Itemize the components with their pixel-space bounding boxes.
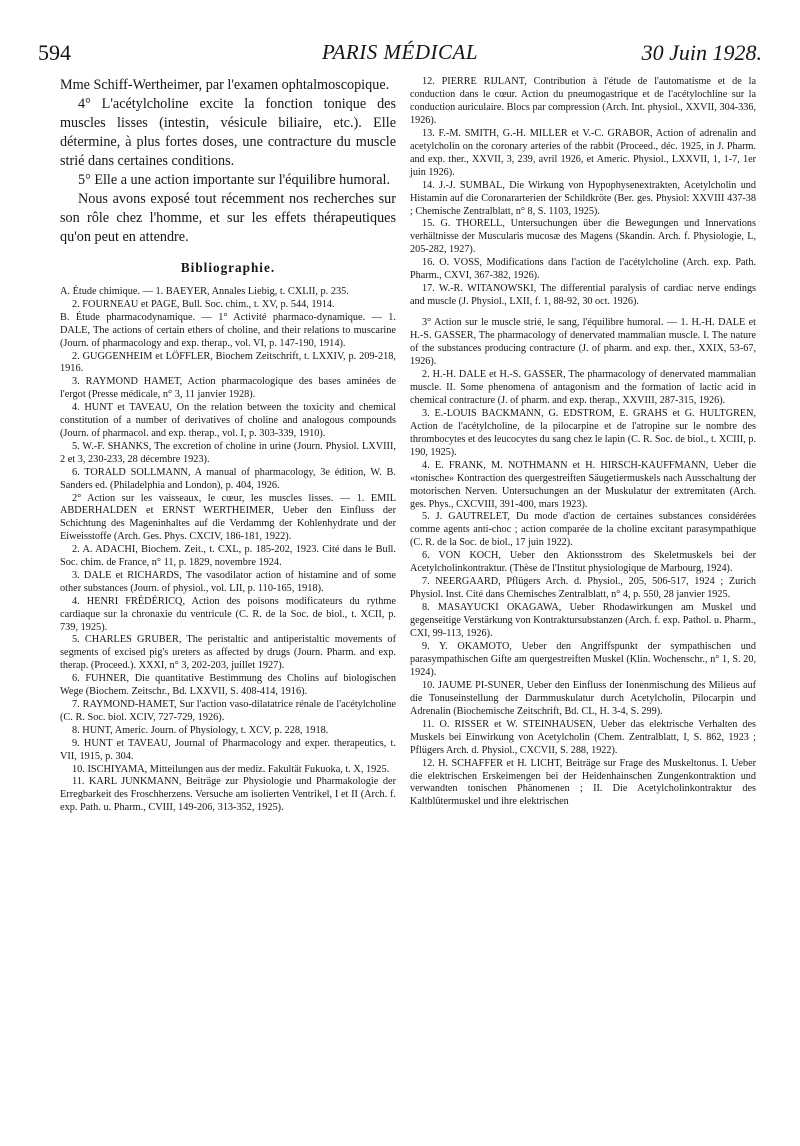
reference-entry: 6. TORALD SOLLMANN, A manual of pharmacology, 3e édition, W. B. Sanders ed. (Philadelphia and London), p. 404, 1926. — [60, 466, 396, 491]
reference-entry: 12. PIERRE RIJLANT, Contribution à l'étude de l'automatisme et de la conduction dans le cœur. Action du pneumogastrique et de l'acétylochline sur la conduction auriculaire. Blocs par compression (Arch. Int. physiol., XXVII, 304-336, 1926). — [410, 76, 756, 126]
left-column — [60, 76, 396, 815]
reference-entry: 2. H.-H. DALE et H.-S. GASSER, The pharmacology of denervated mammalian muscle. II. Some phenomena of antagonism and the formation of lactic acid in chemical contracture (J. of pharm. and exp. therap., XXVIII, 287-315, 1926). — [410, 368, 756, 406]
journal-title: PARIS MÉDICAL — [321, 40, 478, 64]
right-column — [410, 76, 756, 809]
reference-entry: 5. CHARLES GRUBER, The peristaltic and antiperistaltic movements of segments of excised pig's ureters as affected by drugs (Journ. Pharm. and exp. therap. (Proceed.). XXXI, n° 3, 202-203, juillet 1927). — [60, 634, 396, 672]
reference-entry: 11. O. RISSER et W. STEINHAUSEN, Ueber das elektrische Verhalten des Muskels bei Einwirkung von Acetylcholin (Chem. Zentralblatt, I, S. 862, 1923 ; Pflügers Arch. d. Physiol., CXCVII, S. 288, 1922). — [410, 718, 756, 756]
reference-entry: 15. G. THORELL, Untersuchungen über die Bewegungen und Innervations verhältnisse der Muscularis mucosæ des Magens (Skandin. Arch. f. Physiologie, L, 205-282, 1927). — [410, 218, 756, 256]
reference-entry: 4. E. FRANK, M. NOTHMANN et H. HIRSCH-KAUFFMANN, Ueber die «tonische» Kontraction des quergestreiften Säugetiermuskels nach Ausschaltung der motorischen Nerven. Untersuchungen an der Muskulatur der extremitaten (Arch. ges. Phys., CXCVIII, 391-400, mars 1923). — [410, 459, 756, 510]
section-gap — [410, 309, 756, 317]
reference-entry: 8. HUNT, Americ. Journ. of Physiology, t. XCV, p. 228, 1918. — [72, 724, 329, 736]
reference-entry: 2. FOURNEAU et PAGE, Bull. Soc. chim., t. XV, p. 544, 1914. — [72, 298, 335, 310]
reference-entry: 9. HUNT et TAVEAU, Journal of Pharmacology and exper. therapeutics, t. VII, 1915, p. 304. — [60, 737, 396, 762]
intro-paragraph: Mme Schiff-Wertheimer, par l'examen ophtalmoscopique. — [60, 77, 390, 93]
reference-entry: 3. RAYMOND HAMET, Action pharmacologique des bases aminées de l'ergot (Presse médicale, n° 3, 11 janvier 1928). — [60, 376, 396, 401]
reference-entry: 8. MASAYUCKI OKAGAWA, Ueber Rhodawirkungen am Muskel und gegenseitige Verstärkung von Kontraktursubstanzen (Arch. f. exp. Pathol. u. Pharm., CXI, 99-113, 1926). — [410, 602, 756, 640]
reference-entry: 3° Action sur le muscle strié, le sang, l'équilibre humoral. — 1. H.-H. DALE et H.-S. GASSER, The pharmacology of denervated mammalian muscle. I. The nature of the substances producing contracture (J. of pharm. and exp. ther., XXIX, 53-67, 1926). — [410, 317, 756, 368]
reference-entry: 7. RAYMOND-HAMET, Sur l'action vaso-dilatatrice rénale de l'acétylcholine (C. R. Soc. biol. XCIV, 727-729, 1926). — [60, 699, 396, 723]
reference-entry: 7. NEERGAARD, Pflügers Arch. d. Physiol., 205, 506-517, 1924 ; Zurich Physiol. Inst. Cité dans Chemisches Zentralblatt, n° 4, p. 550, 28 janvier 1925. — [410, 576, 756, 601]
reference-entry: 13. F.-M. SMITH, G.-H. MILLER et V.-C. GRABOR, Action of adrenalin and acetylcholin on the coronary arteries of the rabbit (Proceed., déc. 1925, in J. Pharm. and exp. ther., XXVII, 3, 239, avril 1926, et Americ. Physiol., LXXVII, 1, 1-7, 1er juin 1926). — [410, 127, 756, 178]
reference-entry: 6. VON KOCH, Ueber den Aktionsstrom des Skeletmuskels bei der Acetylcholinkontraktur. (Thèse de l'Institut physiologique de Marbourg, 1924). — [410, 550, 756, 575]
reference-entry: 9. Y. OKAMOTO, Ueber den Angriffspunkt der sympathischen und parasympathischen Gifte am quergestreiften Muskel (Klin. Wochenschr., n° 1, S. 20, 1924). — [410, 640, 756, 678]
bibliography-title: Bibliographie. — [180, 260, 276, 275]
page-number: 594 — [38, 40, 71, 65]
reference-entry: 17. W.-R. WITANOWSKI, The differential paralysis of cardiac nerve endings and muscle (J. Physiol., LXII, f. 1, 88-92, 30 oct. 1926). — [410, 283, 756, 308]
reference-entry: 5. J. GAUTRELET, Du mode d'action de certaines substances considérées comme agents anti-choc ; action comparée de la choline excitant parasympathique (C. R. de la Soc. de biol., 17 juin 1922). — [410, 511, 756, 549]
reference-entry: B. Étude pharmacodynamique. — 1° Activité pharmaco-dynamique. — 1. DALE, The actions of certain ethers of choline, and their relations to muscarine (Journ. of pharmacology and exp. therap., vol. VI, p. 147-190, 1914). — [60, 311, 396, 349]
bibliography-left — [60, 286, 396, 815]
reference-entry: 2. GUGGENHEIM et LÖFFLER, Biochem Zeitschrift, t. LXXIV, p. 209-218, 1916. — [60, 350, 396, 375]
bibliography-right — [410, 76, 756, 809]
intro-paragraph: 5° Elle a une action importante sur l'équilibre humoral. — [78, 172, 390, 188]
reference-entry: 10. JAUME PI-SUNER, Ueber den Einfluss der Ionenmischung des Milieus auf die Tonuseinstellung der Darmmuskulatur durch Acetylcholin, Pilocarpin und Adrenalin (Biochemische Zeitschrift, Bd. CL, H. 3-4, S. 299). — [410, 679, 756, 717]
reference-entry: 10. ISCHIYAMA, Mitteilungen aus der mediz. Fakultät Fukuoka, t. X, 1925. — [72, 763, 390, 775]
reference-entry: 3. DALE et RICHARDS, The vasodilator action of histamine and of some other substances (Journ. of physiol., vol. LII, p. 110-165, 1918). — [60, 569, 396, 594]
page-header — [38, 40, 762, 72]
reference-entry: 3. E.-LOUIS BACKMANN, G. EDSTROM, E. GRAHS et G. HULTGREN, Action de l'acétylcholine, de la pilocarpine et de l'atropine sur le nombre des thrombocytes et des leucocytes du sang chez le lapin (C. R. Soc. de biol., t. XCIII, p. 190, 1925). — [410, 407, 756, 458]
intro-paragraph: 4° L'acétylcholine excite la fonction tonique des muscles lisses (intestin, vésicule biliaire, etc.). Elle détermine, à plus fortes doses, une contracture du muscle strié dans certaines conditions. — [60, 96, 396, 169]
issue-date: 30 Juin 1928. — [641, 40, 762, 65]
reference-entry: 12. H. SCHAFFER et H. LICHT, Beiträge sur Frage des Muskeltonus. I. Ueber die elektrischen Erskeimengen bei der Heidenhainschen Zungenkontraktion und verwandten tonischen Phänomenen ; II. Die Acetylcholinkontraktur des Kaltblütermuskel und ihre elektrischen — [410, 757, 756, 808]
reference-entry: 2. A. ADACHI, Biochem. Zeit., t. CXL, p. 185-202, 1923. Cité dans le Bull. Soc. chim. de France, n° 11, p. 1829, novembre 1924. — [60, 544, 396, 569]
intro-text — [60, 76, 396, 247]
reference-entry: 2° Action sur les vaisseaux, le cœur, les muscles lisses. — 1. EMIL ABDERHALDEN et ERNST WERTHEIMER, Ueber den Einfluss der Schichtung des Mageninhaltes auf die Verdammg der Kohlenhydrate und der Eiweisstoffe (Arch. Ges. Phys. CXCIV, 186-181, 1922). — [60, 492, 396, 543]
reference-entry: 14. J.-J. SUMBAL, Die Wirkung von Hypophysenextrakten, Acetylcholin und Histamin auf die Coronararterien der Schildkröte (Ber. ges. Physiol: XXVIII 437-38 ; Chemische Zentralblatt, n° 8, S. 1103, 1925). — [410, 179, 756, 217]
reference-entry: 16. O. VOSS, Modifications dans l'action de l'acétylcholine (Arch. exp. Path. Pharm., CXVI, 367-382, 1926). — [410, 257, 756, 282]
reference-entry: 4. HENRI FRÉDÉRICQ, Action des poisons modificateurs du rythme cardiaque sur la chronaxie du ventricule (C. R. de la Soc. de biol., t. XCII, p. 739, 1925). — [60, 595, 396, 633]
reference-entry: A. Étude chimique. — 1. BAEYER, Annales Liebig, t. CXLII, p. 235. — [60, 286, 349, 297]
reference-entry: 4. HUNT et TAVEAU, On the relation between the toxicity and chemical constitution of a number of derivatives of choline and analogous compounds (Journ. of pharmacol. and exp. therap., vol. I, p. 303-339, 1910). — [60, 402, 396, 439]
reference-entry: 5. W.-F. SHANKS, The excretion of choline in urine (Journ. Physiol. LXVIII, 2 et 3, 230-233, 28 décembre 1923). — [60, 440, 396, 465]
intro-paragraph: Nous avons exposé tout récemment nos recherches sur son rôle chez l'homme, et sur les effets thérapeutiques qu'on peut en attendre. — [60, 191, 396, 245]
reference-entry: 11. KARL JUNKMANN, Beiträge zur Physiologie und Pharmakologie der Erregbarkeit des Froschherzens. Versuche am isolierten Ventrikel, I et II (Arch. f. exp. Path. u. Pharm., CVIII, 149-206, 313-352, 1925). — [60, 776, 396, 814]
reference-entry: 6. FUHNER, Die quantitative Bestimmung des Cholins auf biologischen Wege (Biochem. Zeitschr., Bd. LXXVII, S. 408-414, 1916). — [60, 673, 396, 698]
